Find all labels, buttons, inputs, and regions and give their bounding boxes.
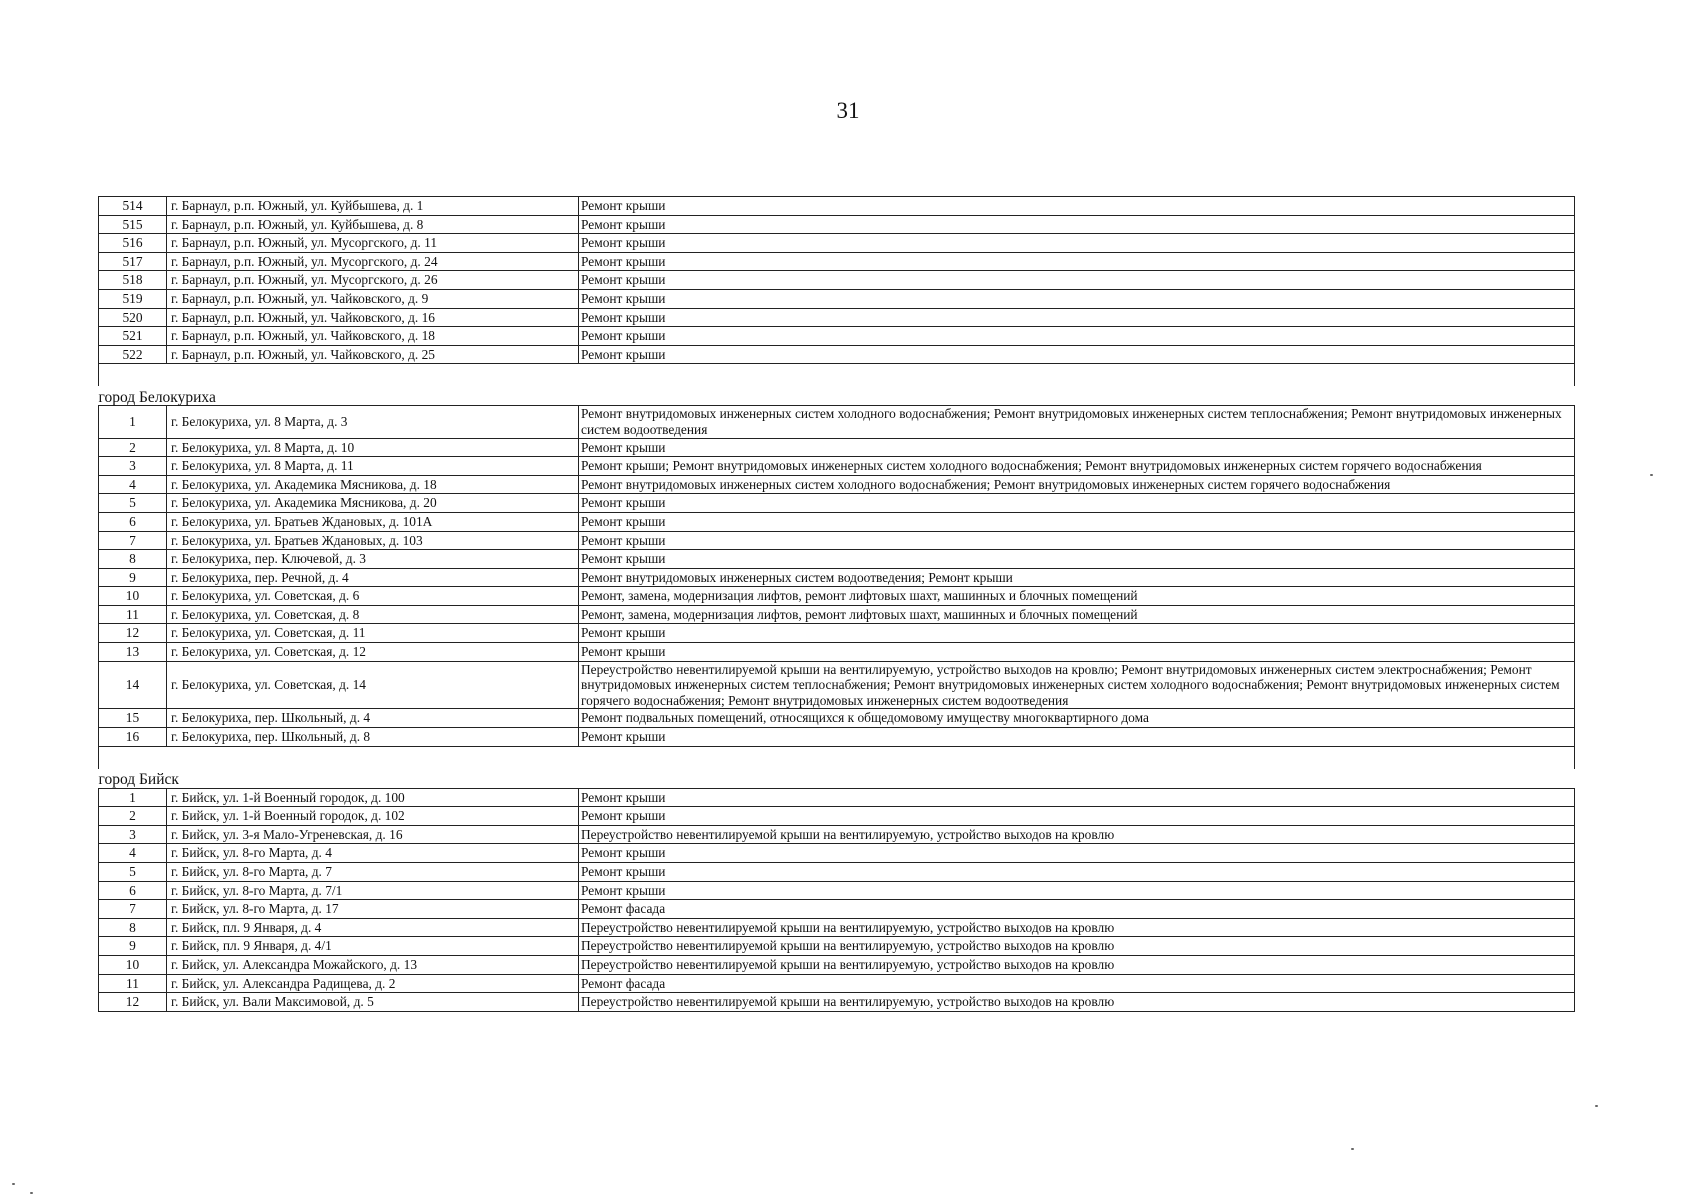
table-row [99, 643, 1575, 662]
row-address: г. Белокуриха, пер. Школьный, д. 8 [167, 728, 579, 747]
spacer-cell [99, 746, 1575, 769]
row-work-type: Ремонт крыши [579, 863, 1575, 882]
row-address: г. Белокуриха, ул. Советская, д. 11 [167, 624, 579, 643]
table-row [99, 271, 1575, 290]
row-number: 10 [99, 955, 167, 974]
table-row [99, 881, 1575, 900]
table-row [99, 807, 1575, 826]
table-row [99, 709, 1575, 728]
table-row [99, 457, 1575, 476]
row-number: 1 [99, 788, 167, 807]
table-row [99, 308, 1575, 327]
scan-speck [30, 1192, 33, 1194]
row-number: 12 [99, 993, 167, 1012]
row-number: 14 [99, 661, 167, 709]
table-row [99, 937, 1575, 956]
row-work-type: Ремонт крыши [579, 197, 1575, 216]
table-row [99, 863, 1575, 882]
row-address: г. Бийск, пл. 9 Января, д. 4/1 [167, 937, 579, 956]
row-work-type: Ремонт крыши [579, 494, 1575, 513]
row-number: 6 [99, 881, 167, 900]
row-work-type: Ремонт крыши [579, 531, 1575, 550]
table-row [99, 438, 1575, 457]
row-work-type: Ремонт крыши [579, 512, 1575, 531]
table-row [99, 406, 1575, 438]
row-number: 2 [99, 807, 167, 826]
row-address: г. Белокуриха, ул. Советская, д. 14 [167, 661, 579, 709]
table-row [99, 345, 1575, 364]
scan-speck [1595, 1105, 1598, 1107]
table-row [99, 728, 1575, 747]
table-row [99, 918, 1575, 937]
row-address: г. Барнаул, р.п. Южный, ул. Куйбышева, д. 1 [167, 197, 579, 216]
spacer-row [99, 364, 1575, 387]
row-work-type: Ремонт крыши [579, 234, 1575, 253]
row-address: г. Белокуриха, ул. Братьев Ждановых, д. 103 [167, 531, 579, 550]
repair-table-container [98, 196, 1574, 1012]
row-number: 514 [99, 197, 167, 216]
row-address: г. Бийск, ул. 3-я Мало-Угреневская, д. 16 [167, 825, 579, 844]
row-number: 7 [99, 531, 167, 550]
row-work-type: Ремонт фасада [579, 974, 1575, 993]
row-number: 516 [99, 234, 167, 253]
table-row [99, 215, 1575, 234]
row-work-type: Ремонт, замена, модернизация лифтов, ремонт лифтовых шахт, машинных и блочных помещений [579, 587, 1575, 606]
row-number: 11 [99, 605, 167, 624]
table-row [99, 289, 1575, 308]
row-number: 519 [99, 289, 167, 308]
section-biysk [99, 769, 1575, 789]
row-work-type: Переустройство невентилируемой крыши на вентилируемую, устройство выходов на кровлю [579, 955, 1575, 974]
row-number: 3 [99, 457, 167, 476]
row-work-type: Ремонт внутридомовых инженерных систем водоотведения; Ремонт крыши [579, 568, 1575, 587]
row-number: 16 [99, 728, 167, 747]
row-address: г. Бийск, ул. 8-го Марта, д. 7/1 [167, 881, 579, 900]
row-address: г. Барнаул, р.п. Южный, ул. Чайковского, д. 16 [167, 308, 579, 327]
row-number: 522 [99, 345, 167, 364]
row-address: г. Белокуриха, ул. Советская, д. 12 [167, 643, 579, 662]
row-work-type: Ремонт крыши [579, 345, 1575, 364]
row-work-type: Ремонт крыши [579, 550, 1575, 569]
scan-speck [12, 1183, 15, 1185]
section-heading: город Бийск [99, 769, 1575, 789]
row-address: г. Барнаул, р.п. Южный, ул. Мусоргского, д. 24 [167, 252, 579, 271]
table-row [99, 475, 1575, 494]
table-row [99, 234, 1575, 253]
row-address: г. Барнаул, р.п. Южный, ул. Мусоргского, д. 11 [167, 234, 579, 253]
row-work-type: Ремонт крыши [579, 215, 1575, 234]
row-address: г. Бийск, ул. 8-го Марта, д. 7 [167, 863, 579, 882]
table-row [99, 494, 1575, 513]
table-row [99, 568, 1575, 587]
scan-speck [1650, 474, 1653, 476]
row-address: г. Барнаул, р.п. Южный, ул. Чайковского, д. 25 [167, 345, 579, 364]
row-work-type: Ремонт крыши; Ремонт внутридомовых инженерных систем холодного водоснабжения; Ремонт внутридомовых инженерных систем горячего водоснабжения [579, 457, 1575, 476]
row-address: г. Бийск, ул. 1-й Военный городок, д. 100 [167, 788, 579, 807]
row-number: 4 [99, 844, 167, 863]
row-address: г. Бийск, ул. 1-й Военный городок, д. 102 [167, 807, 579, 826]
row-address: г. Бийск, ул. Александра Можайского, д. 13 [167, 955, 579, 974]
row-number: 5 [99, 863, 167, 882]
row-work-type: Ремонт крыши [579, 289, 1575, 308]
row-address: г. Белокуриха, пер. Речной, д. 4 [167, 568, 579, 587]
table-row [99, 788, 1575, 807]
row-work-type: Ремонт крыши [579, 308, 1575, 327]
row-number: 7 [99, 900, 167, 919]
row-work-type: Ремонт крыши [579, 844, 1575, 863]
row-number: 515 [99, 215, 167, 234]
row-work-type: Ремонт крыши [579, 327, 1575, 346]
row-number: 1 [99, 406, 167, 438]
row-work-type: Ремонт крыши [579, 624, 1575, 643]
row-number: 521 [99, 327, 167, 346]
table-row [99, 197, 1575, 216]
page-number: 31 [836, 98, 860, 123]
row-work-type: Ремонт, замена, модернизация лифтов, ремонт лифтовых шахт, машинных и блочных помещений [579, 605, 1575, 624]
row-address: г. Белокуриха, ул. 8 Марта, д. 3 [167, 406, 579, 438]
row-address: г. Бийск, ул. Александра Радищева, д. 2 [167, 974, 579, 993]
row-work-type: Ремонт крыши [579, 728, 1575, 747]
row-number: 9 [99, 568, 167, 587]
table-row [99, 825, 1575, 844]
row-address: г. Белокуриха, пер. Ключевой, д. 3 [167, 550, 579, 569]
spacer-row [99, 746, 1575, 769]
row-address: г. Белокуриха, ул. Советская, д. 8 [167, 605, 579, 624]
row-address: г. Белокуриха, ул. 8 Марта, д. 10 [167, 438, 579, 457]
table-row [99, 550, 1575, 569]
row-address: г. Белокуриха, ул. Академика Мясникова, д. 18 [167, 475, 579, 494]
row-number: 8 [99, 918, 167, 937]
row-address: г. Белокуриха, пер. Школьный, д. 4 [167, 709, 579, 728]
table-row [99, 661, 1575, 709]
row-work-type: Переустройство невентилируемой крыши на вентилируемую, устройство выходов на кровлю [579, 993, 1575, 1012]
table-row [99, 900, 1575, 919]
row-number: 15 [99, 709, 167, 728]
row-address: г. Бийск, ул. 8-го Марта, д. 17 [167, 900, 579, 919]
section-belokurikha [99, 386, 1575, 406]
table-row [99, 624, 1575, 643]
table-row [99, 252, 1575, 271]
row-number: 13 [99, 643, 167, 662]
row-number: 12 [99, 624, 167, 643]
row-work-type: Ремонт крыши [579, 643, 1575, 662]
row-work-type: Ремонт подвальных помещений, относящихся к общедомовому имуществу многоквартирного дома [579, 709, 1575, 728]
table-row [99, 955, 1575, 974]
table-row [99, 512, 1575, 531]
row-address: г. Бийск, ул. Вали Максимовой, д. 5 [167, 993, 579, 1012]
row-address: г. Белокуриха, ул. Братьев Ждановых, д. 101А [167, 512, 579, 531]
spacer-cell [99, 364, 1575, 387]
row-number: 6 [99, 512, 167, 531]
table-row [99, 327, 1575, 346]
row-address: г. Барнаул, р.п. Южный, ул. Чайковского, д. 18 [167, 327, 579, 346]
row-work-type: Ремонт крыши [579, 271, 1575, 290]
table-row [99, 993, 1575, 1012]
row-number: 8 [99, 550, 167, 569]
row-work-type: Ремонт внутридомовых инженерных систем холодного водоснабжения; Ремонт внутридомовых инженерных систем горячего водоснабжения [579, 475, 1575, 494]
row-work-type: Ремонт крыши [579, 807, 1575, 826]
row-address: г. Барнаул, р.п. Южный, ул. Куйбышева, д. 8 [167, 215, 579, 234]
scan-speck [1351, 1148, 1354, 1150]
row-number: 5 [99, 494, 167, 513]
row-number: 517 [99, 252, 167, 271]
row-address: г. Бийск, пл. 9 Января, д. 4 [167, 918, 579, 937]
row-address: г. Белокуриха, ул. Академика Мясникова, д. 20 [167, 494, 579, 513]
table-row [99, 587, 1575, 606]
row-number: 4 [99, 475, 167, 494]
row-work-type: Ремонт внутридомовых инженерных систем холодного водоснабжения; Ремонт внутридомовых инженерных систем теплоснабжения; Ремонт внутридомовых инженерных систем водоотведения [579, 406, 1575, 438]
row-number: 10 [99, 587, 167, 606]
table-row [99, 605, 1575, 624]
row-number: 9 [99, 937, 167, 956]
row-work-type: Ремонт крыши [579, 881, 1575, 900]
table-row [99, 844, 1575, 863]
row-address: г. Белокуриха, ул. Советская, д. 6 [167, 587, 579, 606]
row-work-type: Ремонт фасада [579, 900, 1575, 919]
row-work-type: Переустройство невентилируемой крыши на вентилируемую, устройство выходов на кровлю [579, 937, 1575, 956]
row-number: 3 [99, 825, 167, 844]
repair-table-body [99, 197, 1575, 1012]
table-row [99, 531, 1575, 550]
row-address: г. Белокуриха, ул. 8 Марта, д. 11 [167, 457, 579, 476]
row-work-type: Ремонт крыши [579, 438, 1575, 457]
table-row [99, 974, 1575, 993]
row-number: 518 [99, 271, 167, 290]
row-work-type: Переустройство невентилируемой крыши на вентилируемую, устройство выходов на кровлю [579, 825, 1575, 844]
row-number: 520 [99, 308, 167, 327]
row-work-type: Ремонт крыши [579, 252, 1575, 271]
repair-table [98, 196, 1575, 1012]
row-address: г. Барнаул, р.п. Южный, ул. Мусоргского, д. 26 [167, 271, 579, 290]
row-work-type: Ремонт крыши [579, 788, 1575, 807]
section-heading: город Белокуриха [99, 386, 1575, 406]
row-work-type: Переустройство невентилируемой крыши на вентилируемую, устройство выходов на кровлю [579, 918, 1575, 937]
row-number: 2 [99, 438, 167, 457]
row-address: г. Барнаул, р.п. Южный, ул. Чайковского, д. 9 [167, 289, 579, 308]
row-address: г. Бийск, ул. 8-го Марта, д. 4 [167, 844, 579, 863]
row-number: 11 [99, 974, 167, 993]
row-work-type: Переустройство невентилируемой крыши на вентилируемую, устройство выходов на кровлю; Ремонт внутридомовых инженерных систем электроснабжения; Ремонт внутридомовых инженерных систем теплоснабжения; Ремонт внутридомовых инженерных систем холодного водоснабжения; Ремонт внутридомовых инженерных систем горячего водоснабжения; Ремонт внутридомовых инженерных систем водоотведения [579, 661, 1575, 709]
